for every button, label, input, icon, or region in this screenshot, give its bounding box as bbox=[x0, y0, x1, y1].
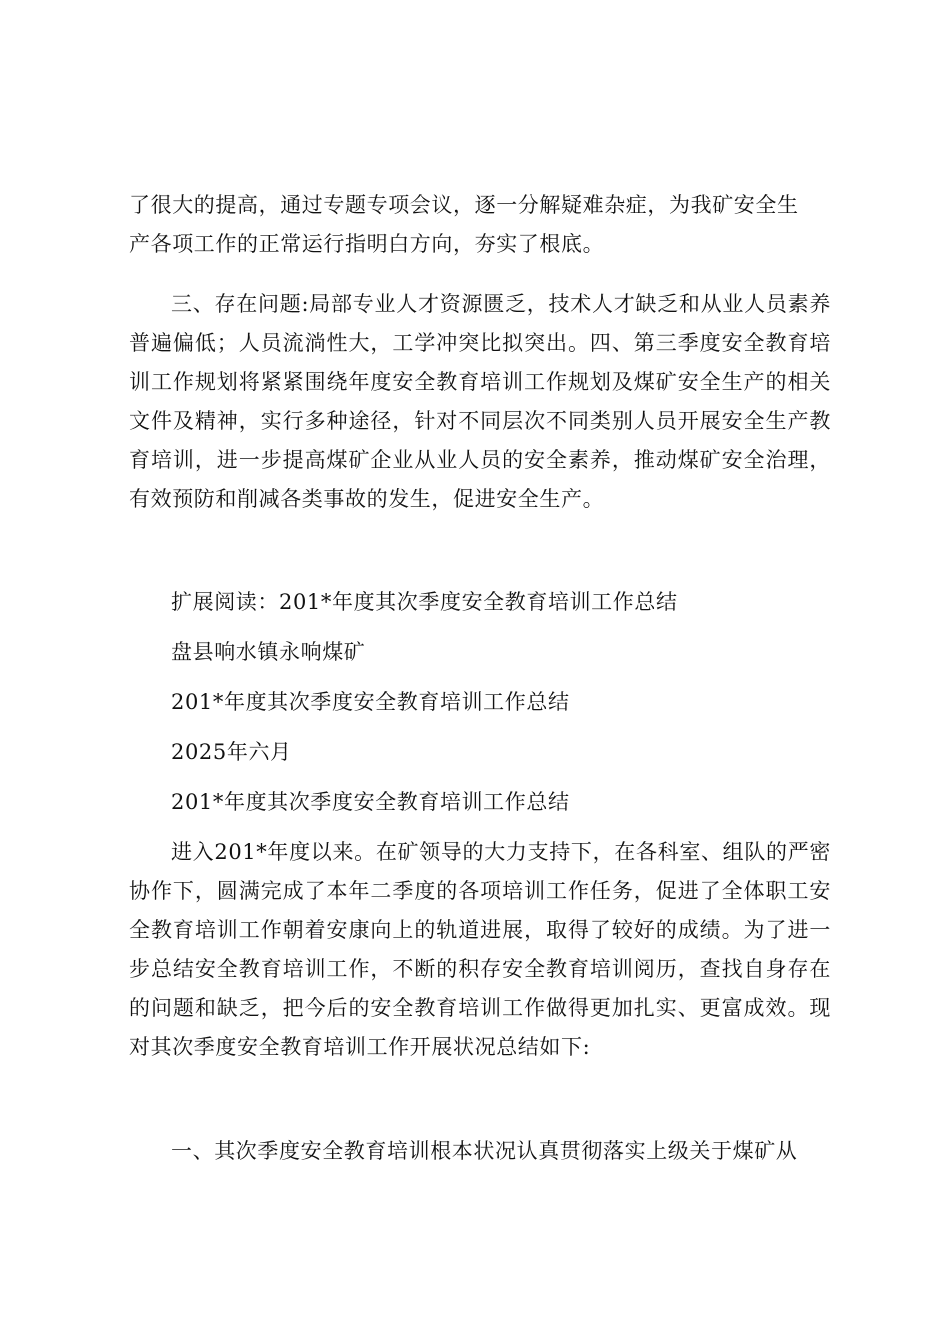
section-one-block bbox=[129, 1132, 831, 1171]
continuation-line: 产各项工作的正常运行指明白方向，夯实了根底。 bbox=[129, 232, 605, 256]
intro-paragraph: 进入201*年度以来。在矿领导的大力支持下，在各科室、组队的严密协作下，圆满完成了本年二季度的各项培训工作任务，促进了全体职工安全教育培训工作朝着安康向上的轨道进展，取得了较好的成绩。为了进一步总结安全教育培训工作，不断的积存安全教育培训阅历，查找自身存在的问题和缺乏，把今后的安全教育培训工作做得更加扎实、更富成效。现对其次季度安全教育培训工作开展状况总结如下: bbox=[129, 840, 831, 1059]
org-name-block bbox=[129, 633, 831, 672]
report-title: 201*年度其次季度安全教育培训工作总结 bbox=[171, 690, 570, 714]
extended-reading-block bbox=[129, 583, 831, 622]
org-name: 盘县响水镇永响煤矿 bbox=[171, 640, 366, 664]
section-one-paragraph: 一、其次季度安全教育培训根本状况认真贯彻落实上级关于煤矿从 bbox=[171, 1139, 798, 1163]
report-title-repeat: 201*年度其次季度安全教育培训工作总结 bbox=[171, 790, 570, 814]
continuation-block bbox=[129, 186, 831, 264]
report-title-block bbox=[129, 683, 831, 722]
section-three-paragraph: 三、存在问题:局部专业人才资源匮乏，技术人才缺乏和从业人员素养普遍偏低；人员流淌性大，工学冲突比拟突出。四、第三季度安全教育培训工作规划将紧紧围绕年度安全教育培训工作规划及煤矿安全生产的相关文件及精神，实行多种途径，针对不同层次不同类别人员开展安全生产教育培训，进一步提高煤矿企业从业人员的安全素养，推动煤矿安全治理，有效预防和削减各类事故的发生，促进安全生产。 bbox=[129, 292, 831, 511]
report-date: 2025年六月 bbox=[171, 740, 292, 764]
report-title-repeat-block bbox=[129, 783, 831, 822]
continuation-line: 了很大的提高，通过专题专项会议，逐一分解疑难杂症，为我矿安全生 bbox=[129, 193, 799, 217]
extended-reading-line: 扩展阅读：201*年度其次季度安全教育培训工作总结 bbox=[171, 590, 678, 614]
intro-block bbox=[129, 833, 831, 1067]
report-date-block bbox=[129, 733, 831, 772]
section-three-block bbox=[129, 285, 831, 519]
